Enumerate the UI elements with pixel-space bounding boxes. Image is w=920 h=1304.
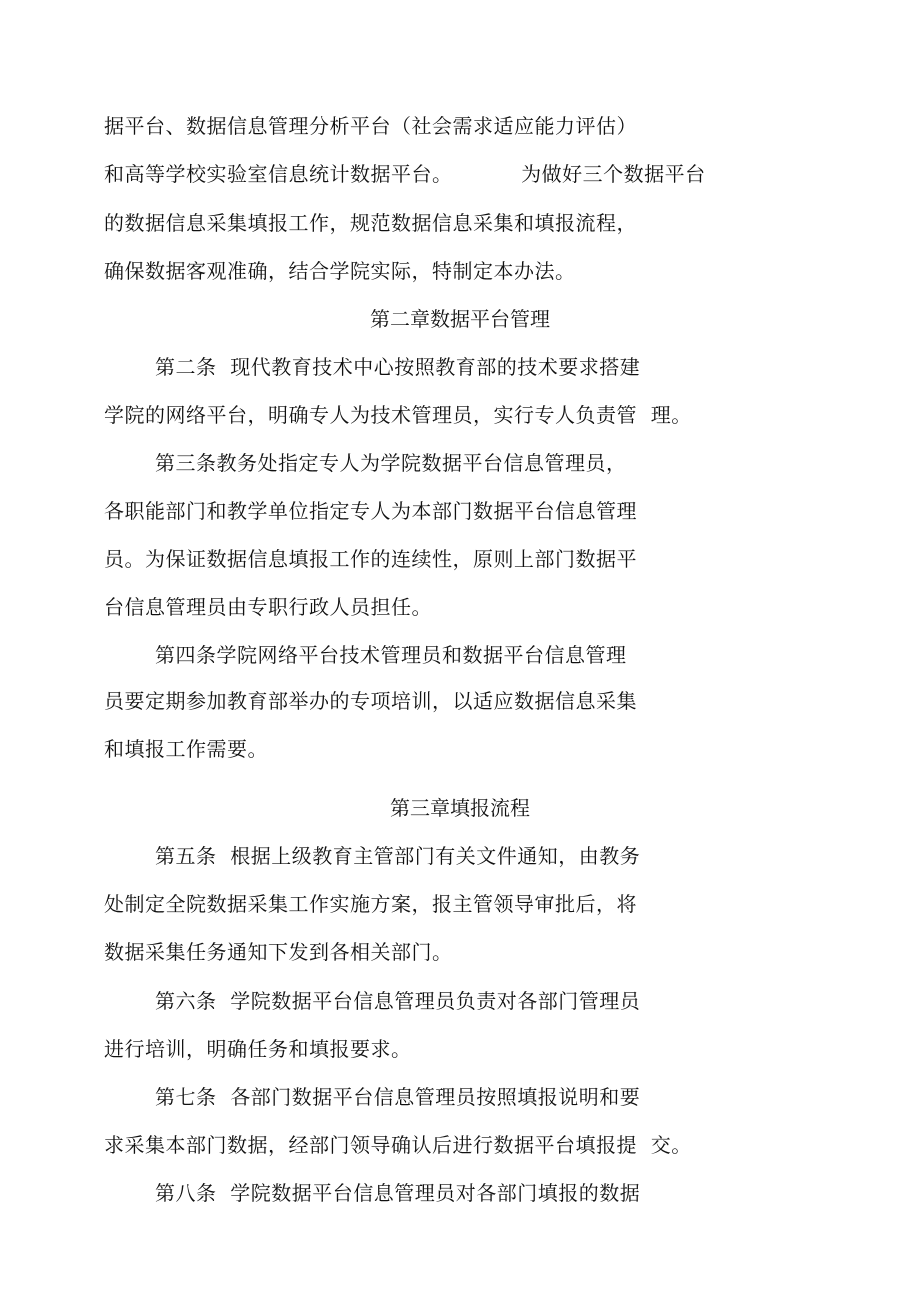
article-5-line: 第五条 根据上级教育主管部门有关文件通知，由教务 [155,844,641,868]
article-4-line: 第四条学院网络平台技术管理员和数据平台信息管理 [155,643,627,667]
article-6-line: 进行培训，明确任务和填报要求。 [104,1037,412,1061]
intro-line: 和高等学校实验室信息统计数据平台。 为做好三个数据平台 [104,162,706,186]
article-5-line: 处制定全院数据采集工作实施方案，报主管领导审批后，将 [104,892,637,916]
article-3-line: 第三条教务处指定专人为学院数据平台信息管理员， [155,451,627,475]
article-5-line: 数据采集任务通知下发到各相关部门。 [104,940,453,964]
article-8-line: 第八条 学院数据平台信息管理员对各部门填报的数据 [155,1181,641,1205]
article-2-line: 第二条 现代教育技术中心按照教育部的技术要求搭建 [155,355,641,379]
article-7-line: 第七条 各部门数据平台信息管理员按照填报说明和要 [155,1085,641,1109]
intro-line: 的数据信息采集填报工作，规范数据信息采集和填报流程， [104,211,637,235]
article-4-line: 员要定期参加教育部举办的专项培训，以适应数据信息采集 [104,689,637,713]
chapter-3-heading: 第三章填报流程 [390,796,530,820]
intro-line: 据平台、数据信息管理分析平台（社会需求适应能力评估） [104,114,637,138]
intro-line: 确保数据客观准确，结合学院实际，特制定本办法。 [104,259,576,283]
article-4-line: 和填报工作需要。 [104,737,268,761]
chapter-2-heading: 第二章数据平台管理 [370,307,550,331]
article-7-line: 求采集本部门数据，经部门领导确认后进行数据平台填报提 交。 [104,1133,692,1157]
article-2-line: 学院的网络平台，明确专人为技术管理员，实行专人负责管 理。 [104,403,692,427]
article-6-line: 第六条 学院数据平台信息管理员负责对各部门管理员 [155,989,641,1013]
article-3-line: 台信息管理员由专职行政人员担任。 [104,595,432,619]
article-3-line: 员。为保证数据信息填报工作的连续性，原则上部门数据平 [104,547,637,571]
article-3-line: 各职能部门和教学单位指定专人为本部门数据平台信息管理 [104,499,637,523]
